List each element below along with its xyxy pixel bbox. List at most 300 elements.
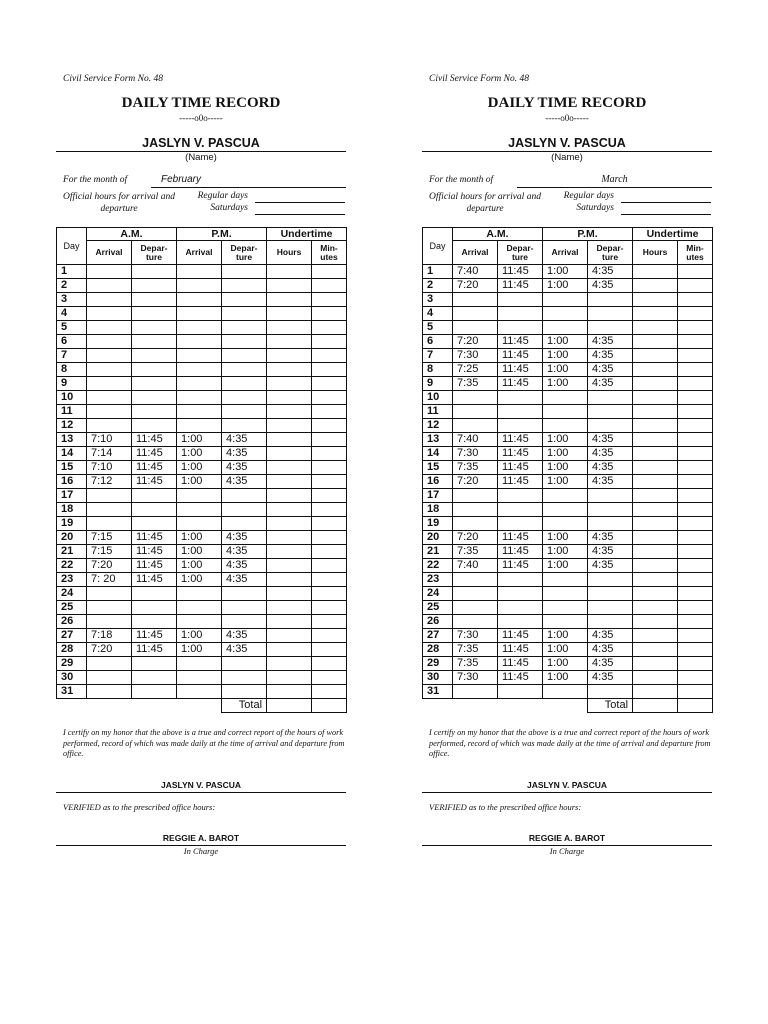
undertime-minutes-cell [312,601,347,615]
total-spacer [57,699,222,713]
pm-arrival-cell [543,615,588,629]
day-number-cell: 27 [57,629,87,643]
regular-days-line [255,202,345,203]
am-departure-cell [132,685,177,699]
pm-departure-cell: 4:35 [222,545,267,559]
pm-arrival-cell [177,685,222,699]
pm-departure-cell: 4:35 [588,545,633,559]
employee-name: JASLYN V. PASCUA [142,136,260,150]
undertime-minutes-cell [678,363,713,377]
am-arrival-cell [87,307,132,321]
undertime-hours-cell [633,643,678,657]
am-arrival-cell [87,489,132,503]
day-number-cell: 13 [57,433,87,447]
official-hours-label: Official hours for arrival and departure [429,192,541,214]
pm-arrival-cell [543,503,588,517]
pm-departure-cell: 4:35 [588,279,633,293]
undertime-hours-cell [267,503,312,517]
day-number-cell: 24 [57,587,87,601]
undertime-hours-cell [633,559,678,573]
table-row [57,629,347,643]
day-number-cell: 20 [57,531,87,545]
pm-departure-cell: 4:35 [222,461,267,475]
pm-departure-cell [588,405,633,419]
am-arrival-cell [87,685,132,699]
am-departure-cell: 11:45 [498,461,543,475]
am-arrival-cell [87,279,132,293]
undertime-minutes-cell [678,531,713,545]
undertime-minutes-cell [312,671,347,685]
employee-name: JASLYN V. PASCUA [508,136,626,150]
title-ornament: -----o0o----- [179,113,223,123]
undertime-hours-cell [267,265,312,279]
am-departure-cell [498,321,543,335]
undertime-hours-cell [267,517,312,531]
verified-text: VERIFIED as to the prescribed office hours: [63,802,216,812]
pm-departure-cell [222,265,267,279]
undertime-minutes-cell [678,503,713,517]
pm-arrival-cell [177,657,222,671]
form-number: Civil Service Form No. 48 [429,74,529,84]
am-departure-cell [132,363,177,377]
am-departure-cell: 11:45 [498,671,543,685]
undertime-minutes-cell [678,321,713,335]
pm-departure-header: Depar- ture [222,241,267,265]
pm-departure-cell: 4:35 [588,433,633,447]
day-number-cell: 23 [423,573,453,587]
pm-arrival-header: Arrival [543,241,588,265]
saturdays-label: Saturdays [210,203,248,213]
am-departure-header: Depar- ture [132,241,177,265]
undertime-minutes-cell [312,307,347,321]
am-arrival-cell: 7:25 [453,363,498,377]
table-row [57,489,347,503]
pm-arrival-cell [543,419,588,433]
day-number-cell: 25 [423,601,453,615]
am-departure-cell: 11:45 [132,531,177,545]
pm-arrival-cell [177,363,222,377]
pm-departure-cell [588,685,633,699]
undertime-minutes-cell [678,419,713,433]
undertime-minutes-cell [678,293,713,307]
pm-departure-cell [222,517,267,531]
am-arrival-header: Arrival [453,241,498,265]
pm-departure-cell [588,587,633,601]
undertime-minutes-cell [678,559,713,573]
undertime-hours-cell [267,657,312,671]
table-row [57,377,347,391]
undertime-hours-cell [267,559,312,573]
undertime-hours-cell [633,419,678,433]
pm-departure-cell [588,503,633,517]
undertime-minutes-cell [678,489,713,503]
day-number-cell: 2 [423,279,453,293]
day-header: Day [57,228,87,265]
am-arrival-cell [453,573,498,587]
pm-arrival-header: Arrival [177,241,222,265]
pm-departure-cell: 4:35 [588,335,633,349]
am-arrival-cell: 7:35 [453,461,498,475]
undertime-hours-cell [633,503,678,517]
undertime-minutes-cell [678,545,713,559]
table-row [423,349,713,363]
undertime-hours-cell [633,433,678,447]
undertime-hours-cell [267,489,312,503]
table-row [423,447,713,461]
pm-arrival-cell: 1:00 [543,447,588,461]
pm-departure-cell [222,615,267,629]
day-number-cell: 31 [423,685,453,699]
day-number-cell: 8 [57,363,87,377]
pm-departure-cell [222,587,267,601]
undertime-hours-cell [267,293,312,307]
am-departure-cell [498,587,543,601]
undertime-minutes-cell [312,265,347,279]
am-arrival-cell [453,321,498,335]
am-arrival-cell [453,489,498,503]
table-row [423,601,713,615]
am-arrival-cell: 7:15 [87,531,132,545]
day-number-cell: 15 [423,461,453,475]
table-row [423,531,713,545]
undertime-hours-cell [633,279,678,293]
day-number-cell: 26 [423,615,453,629]
day-number-cell: 26 [57,615,87,629]
certification-text: I certify on my honor that the above is a true and correct report of the hours of work performed, record of which was made daily at the time of arrival and departure from office. [63,728,345,758]
month-label: For the month of [63,175,128,185]
table-row [57,657,347,671]
undertime-minutes-cell [678,405,713,419]
day-number-cell: 11 [57,405,87,419]
pm-arrival-cell [177,265,222,279]
pm-departure-cell [222,391,267,405]
undertime-hours-cell [633,391,678,405]
undertime-hours-cell [267,349,312,363]
day-number-cell: 3 [57,293,87,307]
undertime-hours-cell [633,265,678,279]
pm-arrival-cell: 1:00 [177,559,222,573]
in-charge-label: In Charge [549,846,585,856]
pm-departure-cell [222,307,267,321]
pm-departure-cell: 4:35 [588,559,633,573]
pm-departure-cell [222,335,267,349]
table-row [423,475,713,489]
undertime-minutes-cell [678,587,713,601]
table-row [57,419,347,433]
undertime-hours-cell [267,671,312,685]
table-row [423,377,713,391]
pm-arrival-cell [177,503,222,517]
day-number-cell: 12 [57,419,87,433]
pm-arrival-cell: 1:00 [543,265,588,279]
pm-arrival-cell [543,573,588,587]
pm-departure-cell [588,391,633,405]
undertime-minutes-cell [312,363,347,377]
day-number-cell: 20 [423,531,453,545]
am-arrival-cell [87,405,132,419]
day-number-cell: 1 [57,265,87,279]
undertime-minutes-cell [312,349,347,363]
day-number-cell: 23 [57,573,87,587]
day-number-cell: 12 [423,419,453,433]
pm-departure-cell [588,517,633,531]
pm-arrival-cell: 1:00 [543,545,588,559]
day-number-cell: 4 [57,307,87,321]
pm-departure-cell [222,405,267,419]
pm-arrival-cell: 1:00 [177,629,222,643]
pm-departure-cell [222,321,267,335]
undertime-minutes-cell [312,531,347,545]
pm-departure-cell: 4:35 [588,657,633,671]
pm-arrival-cell: 1:00 [177,461,222,475]
am-departure-cell: 11:45 [498,643,543,657]
pm-departure-cell: 4:35 [588,363,633,377]
undertime-hours-cell [267,615,312,629]
am-arrival-cell: 7:35 [453,545,498,559]
undertime-minutes-cell [312,517,347,531]
undertime-minutes-cell [312,615,347,629]
pm-departure-cell: 4:35 [222,573,267,587]
signature-line [56,792,346,793]
am-arrival-cell: 7:20 [87,559,132,573]
pm-arrival-cell: 1:00 [177,475,222,489]
day-number-cell: 28 [57,643,87,657]
undertime-hours-cell [267,545,312,559]
pm-arrival-cell [543,489,588,503]
pm-departure-cell [222,601,267,615]
total-label: Total [588,699,633,713]
table-row [423,433,713,447]
pm-arrival-cell [177,615,222,629]
pm-departure-cell [588,573,633,587]
table-row [423,545,713,559]
day-number-cell: 3 [423,293,453,307]
pm-arrival-cell: 1:00 [177,531,222,545]
regular-days-label: Regular days [563,191,614,201]
undertime-hours-cell [267,587,312,601]
pm-departure-cell: 4:35 [222,643,267,657]
undertime-hours-cell [267,629,312,643]
undertime-minutes-cell [678,517,713,531]
pm-arrival-cell: 1:00 [543,643,588,657]
undertime-minutes-cell [678,657,713,671]
undertime-hours-cell [267,531,312,545]
am-arrival-cell [87,419,132,433]
table-row [57,573,347,587]
table-row [423,503,713,517]
pm-departure-cell: 4:35 [588,643,633,657]
undertime-minutes-cell [312,629,347,643]
undertime-minutes-cell [678,615,713,629]
table-row [423,405,713,419]
undertime-hours-cell [633,307,678,321]
undertime-minutes-cell [312,419,347,433]
undertime-minutes-cell [312,377,347,391]
am-departure-cell [498,489,543,503]
pm-departure-cell: 4:35 [222,559,267,573]
day-number-cell: 18 [57,503,87,517]
day-number-cell: 27 [423,629,453,643]
am-departure-cell [132,279,177,293]
pm-arrival-cell: 1:00 [177,545,222,559]
undertime-minutes-cell [678,349,713,363]
pm-departure-cell: 4:35 [222,433,267,447]
undertime-minutes-cell [678,671,713,685]
table-row [57,321,347,335]
am-arrival-cell [87,321,132,335]
pm-departure-cell [222,349,267,363]
undertime-hours-cell [267,447,312,461]
am-departure-cell: 11:45 [498,279,543,293]
pm-departure-cell: 4:35 [588,475,633,489]
table-row [57,559,347,573]
am-departure-header: Depar- ture [498,241,543,265]
undertime-hours-cell [633,475,678,489]
pm-departure-cell: 4:35 [222,475,267,489]
table-row [57,671,347,685]
pm-departure-cell: 4:35 [588,447,633,461]
pm-arrival-cell [177,405,222,419]
undertime-minutes-cell [312,405,347,419]
undertime-hours-cell [633,657,678,671]
am-arrival-cell [453,293,498,307]
pm-departure-cell [588,307,633,321]
form-title: DAILY TIME RECORD [487,95,647,111]
total-minutes [312,699,347,713]
undertime-hours-cell [633,629,678,643]
undertime-hours-cell [267,391,312,405]
table-row [423,517,713,531]
day-number-cell: 5 [423,321,453,335]
pm-arrival-cell: 1:00 [543,433,588,447]
am-arrival-cell: 7:40 [453,433,498,447]
pm-arrival-cell [543,517,588,531]
am-arrival-header: Arrival [87,241,132,265]
table-row [57,461,347,475]
in-charge-name: REGGIE A. BAROT [528,833,606,843]
day-number-cell: 28 [423,643,453,657]
table-row [423,643,713,657]
undertime-hours-cell [267,433,312,447]
am-arrival-cell [453,601,498,615]
am-departure-cell: 11:45 [498,531,543,545]
table-row [57,363,347,377]
day-number-cell: 31 [57,685,87,699]
day-number-cell: 19 [423,517,453,531]
pm-arrival-cell: 1:00 [177,433,222,447]
day-number-cell: 19 [57,517,87,531]
in-charge-name: REGGIE A. BAROT [162,833,240,843]
am-departure-cell: 11:45 [498,265,543,279]
day-number-cell: 10 [423,391,453,405]
am-arrival-cell: 7:10 [87,433,132,447]
time-record-table [422,227,713,713]
table-row [57,405,347,419]
undertime-minutes-cell [312,293,347,307]
undertime-hours-cell [633,671,678,685]
undertime-minutes-cell [312,657,347,671]
day-number-cell: 21 [57,545,87,559]
day-number-cell: 8 [423,363,453,377]
day-number-cell: 10 [57,391,87,405]
am-arrival-cell [453,503,498,517]
am-departure-cell [498,517,543,531]
day-number-cell: 29 [57,657,87,671]
undertime-minutes-cell [678,307,713,321]
am-arrival-cell [87,363,132,377]
pm-arrival-cell: 1:00 [177,447,222,461]
pm-departure-cell: 4:35 [222,629,267,643]
am-departure-cell [498,419,543,433]
am-arrival-cell [87,377,132,391]
am-arrival-cell: 7: 20 [87,573,132,587]
day-number-cell: 29 [423,657,453,671]
am-departure-cell [132,489,177,503]
am-header: A.M. [453,228,543,241]
am-arrival-cell: 7:20 [453,475,498,489]
pm-arrival-cell: 1:00 [543,363,588,377]
undertime-hours-cell [267,405,312,419]
am-arrival-cell: 7:40 [453,265,498,279]
day-number-cell: 4 [423,307,453,321]
pm-arrival-cell: 1:00 [543,629,588,643]
pm-arrival-cell [177,279,222,293]
undertime-minutes-cell [312,447,347,461]
undertime-minutes-cell [312,391,347,405]
am-departure-cell: 11:45 [498,559,543,573]
undertime-hours-cell [633,349,678,363]
am-departure-cell [132,615,177,629]
undertime-hours-cell [633,615,678,629]
undertime-minutes-cell [312,559,347,573]
form-number: Civil Service Form No. 48 [63,74,163,84]
day-number-cell: 22 [57,559,87,573]
undertime-hours-cell [267,307,312,321]
am-arrival-cell: 7:18 [87,629,132,643]
am-arrival-cell: 7:30 [453,349,498,363]
am-departure-cell: 11:45 [132,433,177,447]
table-row [423,419,713,433]
am-departure-cell: 11:45 [498,629,543,643]
pm-departure-cell [588,321,633,335]
undertime-hours-cell [267,685,312,699]
pm-departure-cell [222,279,267,293]
day-number-cell: 2 [57,279,87,293]
am-departure-cell [498,685,543,699]
hours-header: Hours [267,241,312,265]
name-caption: (Name) [185,152,217,163]
table-row [57,531,347,545]
undertime-minutes-cell [312,685,347,699]
am-arrival-cell [87,587,132,601]
undertime-hours-cell [267,419,312,433]
table-row [423,293,713,307]
day-number-cell: 14 [57,447,87,461]
am-header: A.M. [87,228,177,241]
undertime-hours-cell [267,363,312,377]
pm-arrival-cell [177,419,222,433]
am-departure-cell [132,587,177,601]
am-arrival-cell [87,657,132,671]
pm-arrival-cell [543,685,588,699]
undertime-minutes-cell [312,321,347,335]
table-row [423,657,713,671]
undertime-header: Undertime [633,228,713,241]
saturdays-line [621,214,711,215]
pm-arrival-cell [177,307,222,321]
pm-departure-cell [222,419,267,433]
saturdays-label: Saturdays [576,203,614,213]
